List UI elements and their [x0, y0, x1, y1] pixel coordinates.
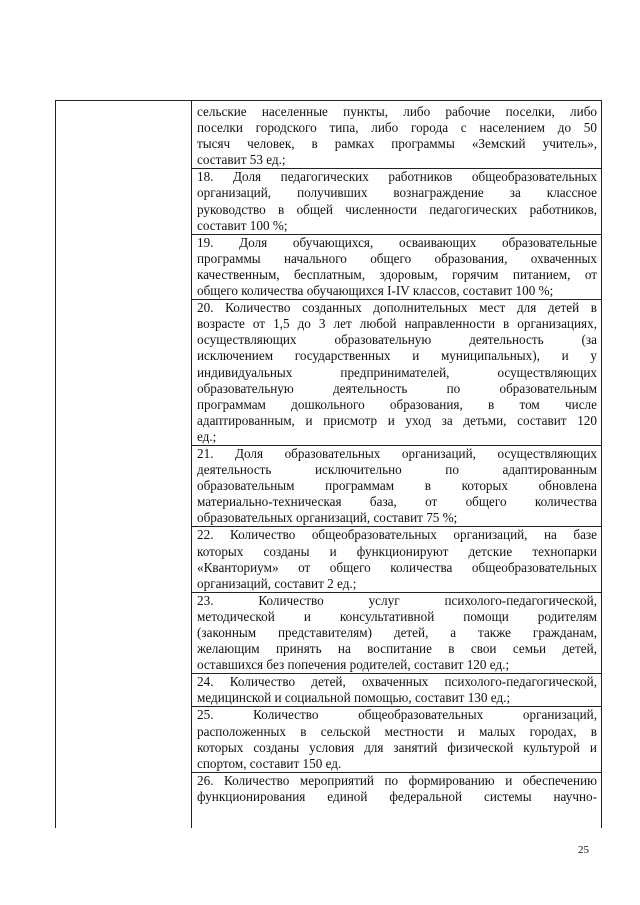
- text-line: тысяч человек, в рамках программы «Земский учитель»,: [197, 136, 597, 152]
- table-right-column: [192, 101, 601, 828]
- text-line: руководство в общей численности педагогических работников,: [197, 201, 597, 217]
- indicator-paragraph: [197, 235, 597, 299]
- document-table: [55, 100, 602, 828]
- text-line: оставшихся без попечения родителей, составит 120 ед.;: [197, 657, 510, 673]
- indicator-paragraph: [197, 169, 597, 233]
- text-line: 19. Доля обучающихся, осваивающих образовательные: [197, 234, 597, 250]
- text-line: (законным представителям) детей, а также гражданам,: [197, 625, 597, 640]
- text-line: которых созданы условия для занятий физической культурой и: [197, 739, 597, 755]
- text-line: индивидуальных предпринимателей, осуществляющих: [197, 364, 597, 380]
- indicator-paragraph: [197, 593, 597, 673]
- text-line: 26. Количество мероприятий по формированию и обеспечению: [197, 772, 597, 788]
- text-line: 22. Количество общеобразовательных организаций, на базе: [197, 527, 597, 543]
- text-line: медицинской и социальной помощью, составит 130 ед.;: [197, 690, 511, 706]
- text-line: спортом, составит 150 ед.: [197, 755, 342, 771]
- text-line: желающим принять на воспитание в свои семьи детей,: [197, 641, 597, 657]
- table-left-column: [56, 101, 192, 828]
- text-line: осуществляющих образовательную деятельность (за: [197, 332, 597, 348]
- indicator-paragraph: [197, 300, 597, 445]
- text-line: образовательным программам в которых обновлена: [197, 478, 597, 494]
- text-line: образовательную деятельность по образовательным: [197, 380, 597, 396]
- text-line: программам дошкольного образования, в том числе: [197, 396, 597, 412]
- text-line: программы начального общего образования, охваченных: [197, 250, 597, 266]
- text-line: которых созданы и функционируют детские технопарки: [197, 543, 597, 559]
- text-line: сельские населенные пункты, либо рабочие поселки, либо: [197, 104, 597, 119]
- text-line: организаций, получивших вознаграждение за классное: [197, 185, 597, 201]
- text-line: 21. Доля образовательных организаций, осуществляющих: [197, 445, 597, 461]
- indicator-paragraph: [197, 674, 597, 706]
- text-line: методической и консультативной помощи родителям: [197, 608, 597, 624]
- text-line: составит 100 %;: [197, 217, 288, 233]
- text-line: 18. Доля педагогических работников общеобразовательных: [197, 169, 597, 185]
- text-line: возрасте от 1,5 до 3 лет любой направленности в организациях,: [197, 316, 597, 332]
- text-line: общего количества обучающихся I-IV классов, составит 100 %;: [197, 283, 554, 299]
- page-number: 25: [578, 844, 589, 856]
- text-line: составит 53 ед.;: [197, 152, 286, 168]
- text-line: 24. Количество детей, охваченных психолого-педагогической,: [197, 674, 597, 690]
- text-line: адаптированным, и присмотр и уход за детьми, составит 120: [197, 412, 597, 428]
- indicator-paragraph: [197, 707, 597, 771]
- text-line: ед.;: [197, 428, 217, 444]
- text-line: организаций, составит 2 ед.;: [197, 575, 357, 591]
- text-line: образовательных организаций, составит 75 %;: [197, 510, 458, 526]
- indicator-paragraph: [197, 773, 597, 805]
- text-line: 20. Количество созданных дополнительных мест для детей в: [197, 300, 597, 316]
- text-line: 23. Количество услуг психолого-педагогической,: [197, 592, 597, 608]
- text-line: материально-техническая база, от общего количества: [197, 494, 597, 510]
- text-line: поселки городского типа, либо города с населением до 50: [197, 120, 597, 136]
- text-line: расположенных в сельской местности и малых городах, в: [197, 723, 597, 739]
- text-line: исключением государственных и муниципальных), и у: [197, 348, 597, 364]
- indicator-paragraph: [197, 104, 597, 168]
- text-line: функционирования единой федеральной системы научно-: [197, 788, 597, 804]
- text-line: 25. Количество общеобразовательных организаций,: [197, 707, 597, 723]
- text-line: деятельность исключительно по адаптированным: [197, 462, 597, 478]
- text-line: качественным, бесплатным, здоровым, горячим питанием, от: [197, 266, 597, 282]
- indicator-paragraph: [197, 446, 597, 526]
- indicator-paragraph: [197, 527, 597, 591]
- text-line: «Кванториум» от общего количества общеобразовательных: [197, 559, 597, 575]
